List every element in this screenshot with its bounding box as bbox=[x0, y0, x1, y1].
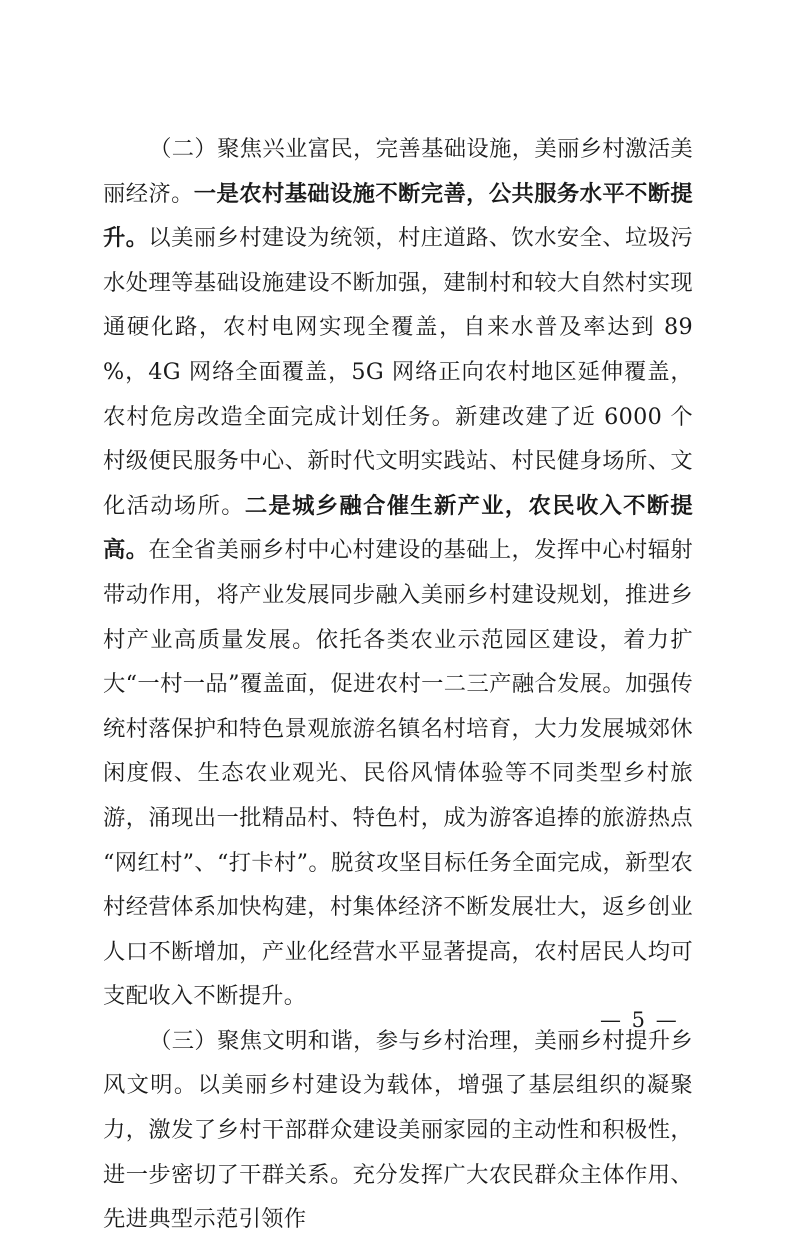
paragraph-3 bbox=[103, 1019, 693, 1242]
paragraph-2-run-2: 以美丽乡村建设为统领，村庄道路、饮水安全、垃圾污水处理等基础设施建设不断加强，建制村和较大自然村实现通硬化路，农村电网实现全覆盖，自来水普及率达到 89 %，4G 网络全面覆盖，5G 网络正向农村地区延伸覆盖，农村危房改造全面完成计划任务。新建改建了近 6000 个村级便民服务中心、新时代文明实践站、村民健身场所、文化活动场所。 bbox=[103, 225, 694, 519]
paragraph-2-run-1: （二）聚焦兴业富民，完善基础设施，美丽乡村激活美丽经济。 bbox=[103, 136, 693, 207]
paragraph-2-run-3: 在全省美丽乡村中心村建设的基础上，发挥中心村辐射带动作用，将产业发展同步融入美丽乡村建设规划，推进乡村产业高质量发展。依托各类农业示范园区建设，着力扩大“一村一品”覆盖面，促进农村一二三产融合发展。加强传统村落保护和特色景观旅游名镇名村培育，大力发展城郊休闲度假、生态农业观光、民俗风情体验等不同类型乡村旅游，涌现出一批精品村、特色村，成为游客追捧的旅游热点 “网红村”、“打卡村”。脱贫攻坚目标任务全面完成，新型农村经营体系加快构建，村集体经济不断发展壮大，返乡创业人口不断增加，产业化经营水平显著提高，农村居民人均可支配收入不断提升。 bbox=[103, 537, 694, 1010]
paragraph-2 bbox=[103, 127, 693, 1019]
paragraph-2-bold-run-2: 二是城乡融合催生新产业，农民收入不断提高。 bbox=[103, 492, 693, 564]
page-number: — 5 — bbox=[600, 1008, 679, 1032]
document-page bbox=[103, 127, 693, 1242]
paragraph-3-run-1: （三）聚焦文明和谐，参与乡村治理，美丽乡村提升乡风文明。以美丽乡村建设为载体，增强了基层组织的凝聚力，激发了乡村干部群众建设美丽家园的主动性和积极性，进一步密切了干群关系。充分发挥广大农民群众主体作用、先进典型示范引领作 bbox=[103, 1027, 693, 1233]
paragraph-2-bold-run-1: 一是农村基础设施不断完善，公共服务水平不断提升。 bbox=[103, 180, 694, 252]
